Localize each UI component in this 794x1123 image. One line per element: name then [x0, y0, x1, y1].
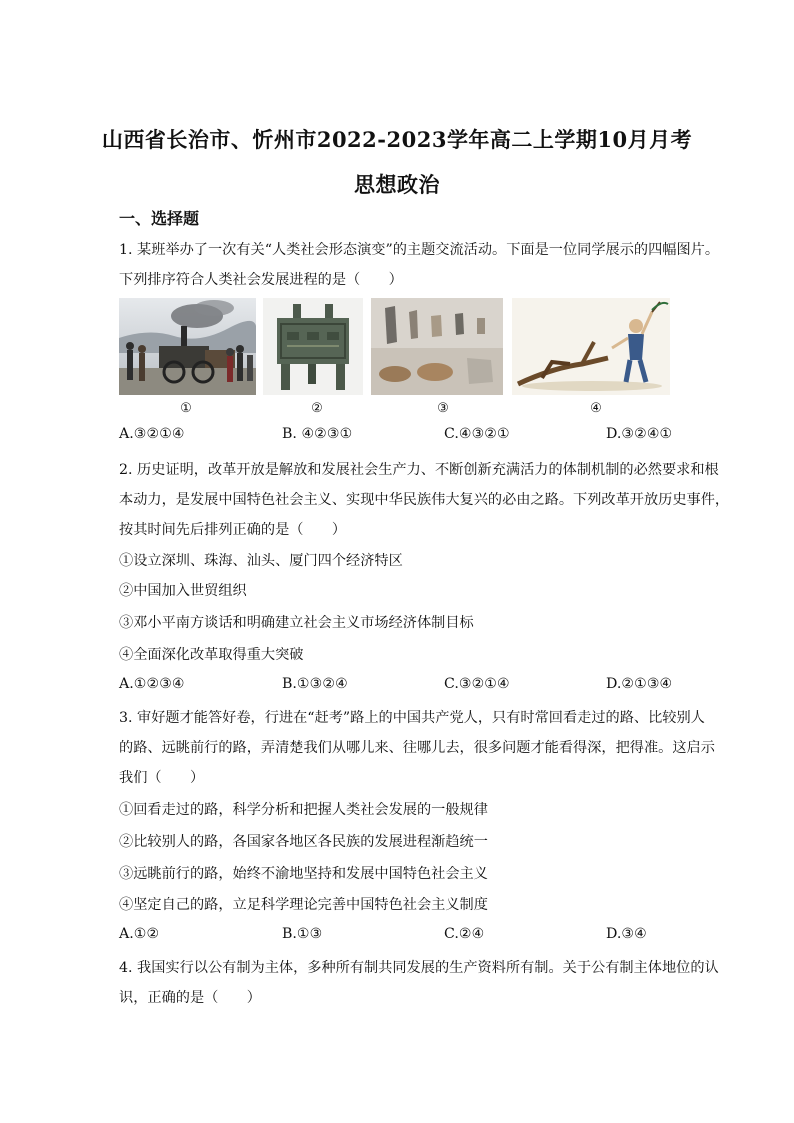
question-2-stem: 2. 历史证明，改革开放是解放和发展社会生产力、不断创新充满活力的体制机制的必然要求和根: [119, 462, 719, 478]
picture-caption: ④: [590, 401, 602, 416]
question-4-stem: 4. 我国实行以公有制为主体，多种所有制共同发展的生产资料所有制。关于公有制主体地位的认: [119, 960, 719, 976]
question-1-option-d[interactable]: D.③②④①: [606, 426, 673, 442]
question-2-item: ④全面深化改革取得重大突破: [119, 647, 304, 663]
question-3-option-b[interactable]: B.①③: [282, 926, 323, 942]
question-3-option-d[interactable]: D.③④: [606, 926, 647, 942]
question-2-option-c[interactable]: C.③②①④: [444, 676, 510, 692]
question-3-item: ②比较别人的路，各国家各地区各民族的发展进程渐趋统一: [119, 834, 488, 850]
question-1-option-c[interactable]: C.④③②①: [444, 426, 510, 442]
question-1-option-b[interactable]: B. ④②③①: [282, 426, 353, 442]
stone-tools-image: [371, 298, 503, 395]
picture-caption: ①: [180, 401, 192, 416]
question-1-stem: 下列排序符合人类社会发展进程的是（ ）: [119, 272, 403, 288]
question-2-item: ③邓小平南方谈话和明确建立社会主义市场经济体制目标: [119, 615, 474, 631]
exam-title: 山西省长治市、忻州市2022-2023学年高二上学期10月月考: [101, 127, 693, 152]
question-2-item: ②中国加入世贸组织: [119, 583, 247, 599]
steam-locomotive-image: [119, 298, 256, 395]
question-2-option-a[interactable]: A.①②③④: [119, 676, 185, 692]
farmer-plough-image: [512, 298, 670, 395]
bronze-ding-vessel-image: [263, 298, 363, 395]
question-3-stem: 的路、远眺前行的路，弄清楚我们从哪儿来、往哪儿去，很多问题才能看得深，把得准。这启示: [119, 740, 715, 756]
question-2-stem: 按其时间先后排列正确的是（ ）: [119, 522, 347, 538]
question-3-stem: 我们（ ）: [119, 770, 205, 786]
question-2-option-d[interactable]: D.②①③④: [606, 676, 673, 692]
question-3-option-c[interactable]: C.②④: [444, 926, 485, 942]
picture-caption: ②: [311, 401, 323, 416]
question-3-stem: 3. 审好题才能答好卷，行进在“赶考”路上的中国共产党人，只有时常回看走过的路、比较别人: [119, 710, 705, 726]
question-2-stem: 本动力，是发展中国特色社会主义、实现中华民族伟大复兴的必由之路。下列改革开放历史事件，: [119, 492, 730, 508]
question-4-stem: 识，正确的是（ ）: [119, 990, 261, 1006]
picture-caption: ③: [437, 401, 449, 416]
section-heading: 一、选择题: [119, 209, 200, 228]
exam-subject: 思想政治: [354, 172, 440, 197]
question-3-option-a[interactable]: A.①②: [119, 926, 160, 942]
question-3-item: ①回看走过的路，科学分析和把握人类社会发展的一般规律: [119, 802, 488, 818]
question-2-item: ①设立深圳、珠海、汕头、厦门四个经济特区: [119, 553, 403, 569]
question-3-item: ④坚定自己的路，立足科学理论完善中国特色社会主义制度: [119, 897, 488, 913]
question-1-option-a[interactable]: A.③②①④: [119, 426, 185, 442]
question-3-item: ③远眺前行的路，始终不渝地坚持和发展中国特色社会主义: [119, 866, 488, 882]
question-1-stem: 1. 某班举办了一次有关“人类社会形态演变”的主题交流活动。下面是一位同学展示的四幅图片。: [119, 242, 720, 258]
question-2-option-b[interactable]: B.①③②④: [282, 676, 348, 692]
